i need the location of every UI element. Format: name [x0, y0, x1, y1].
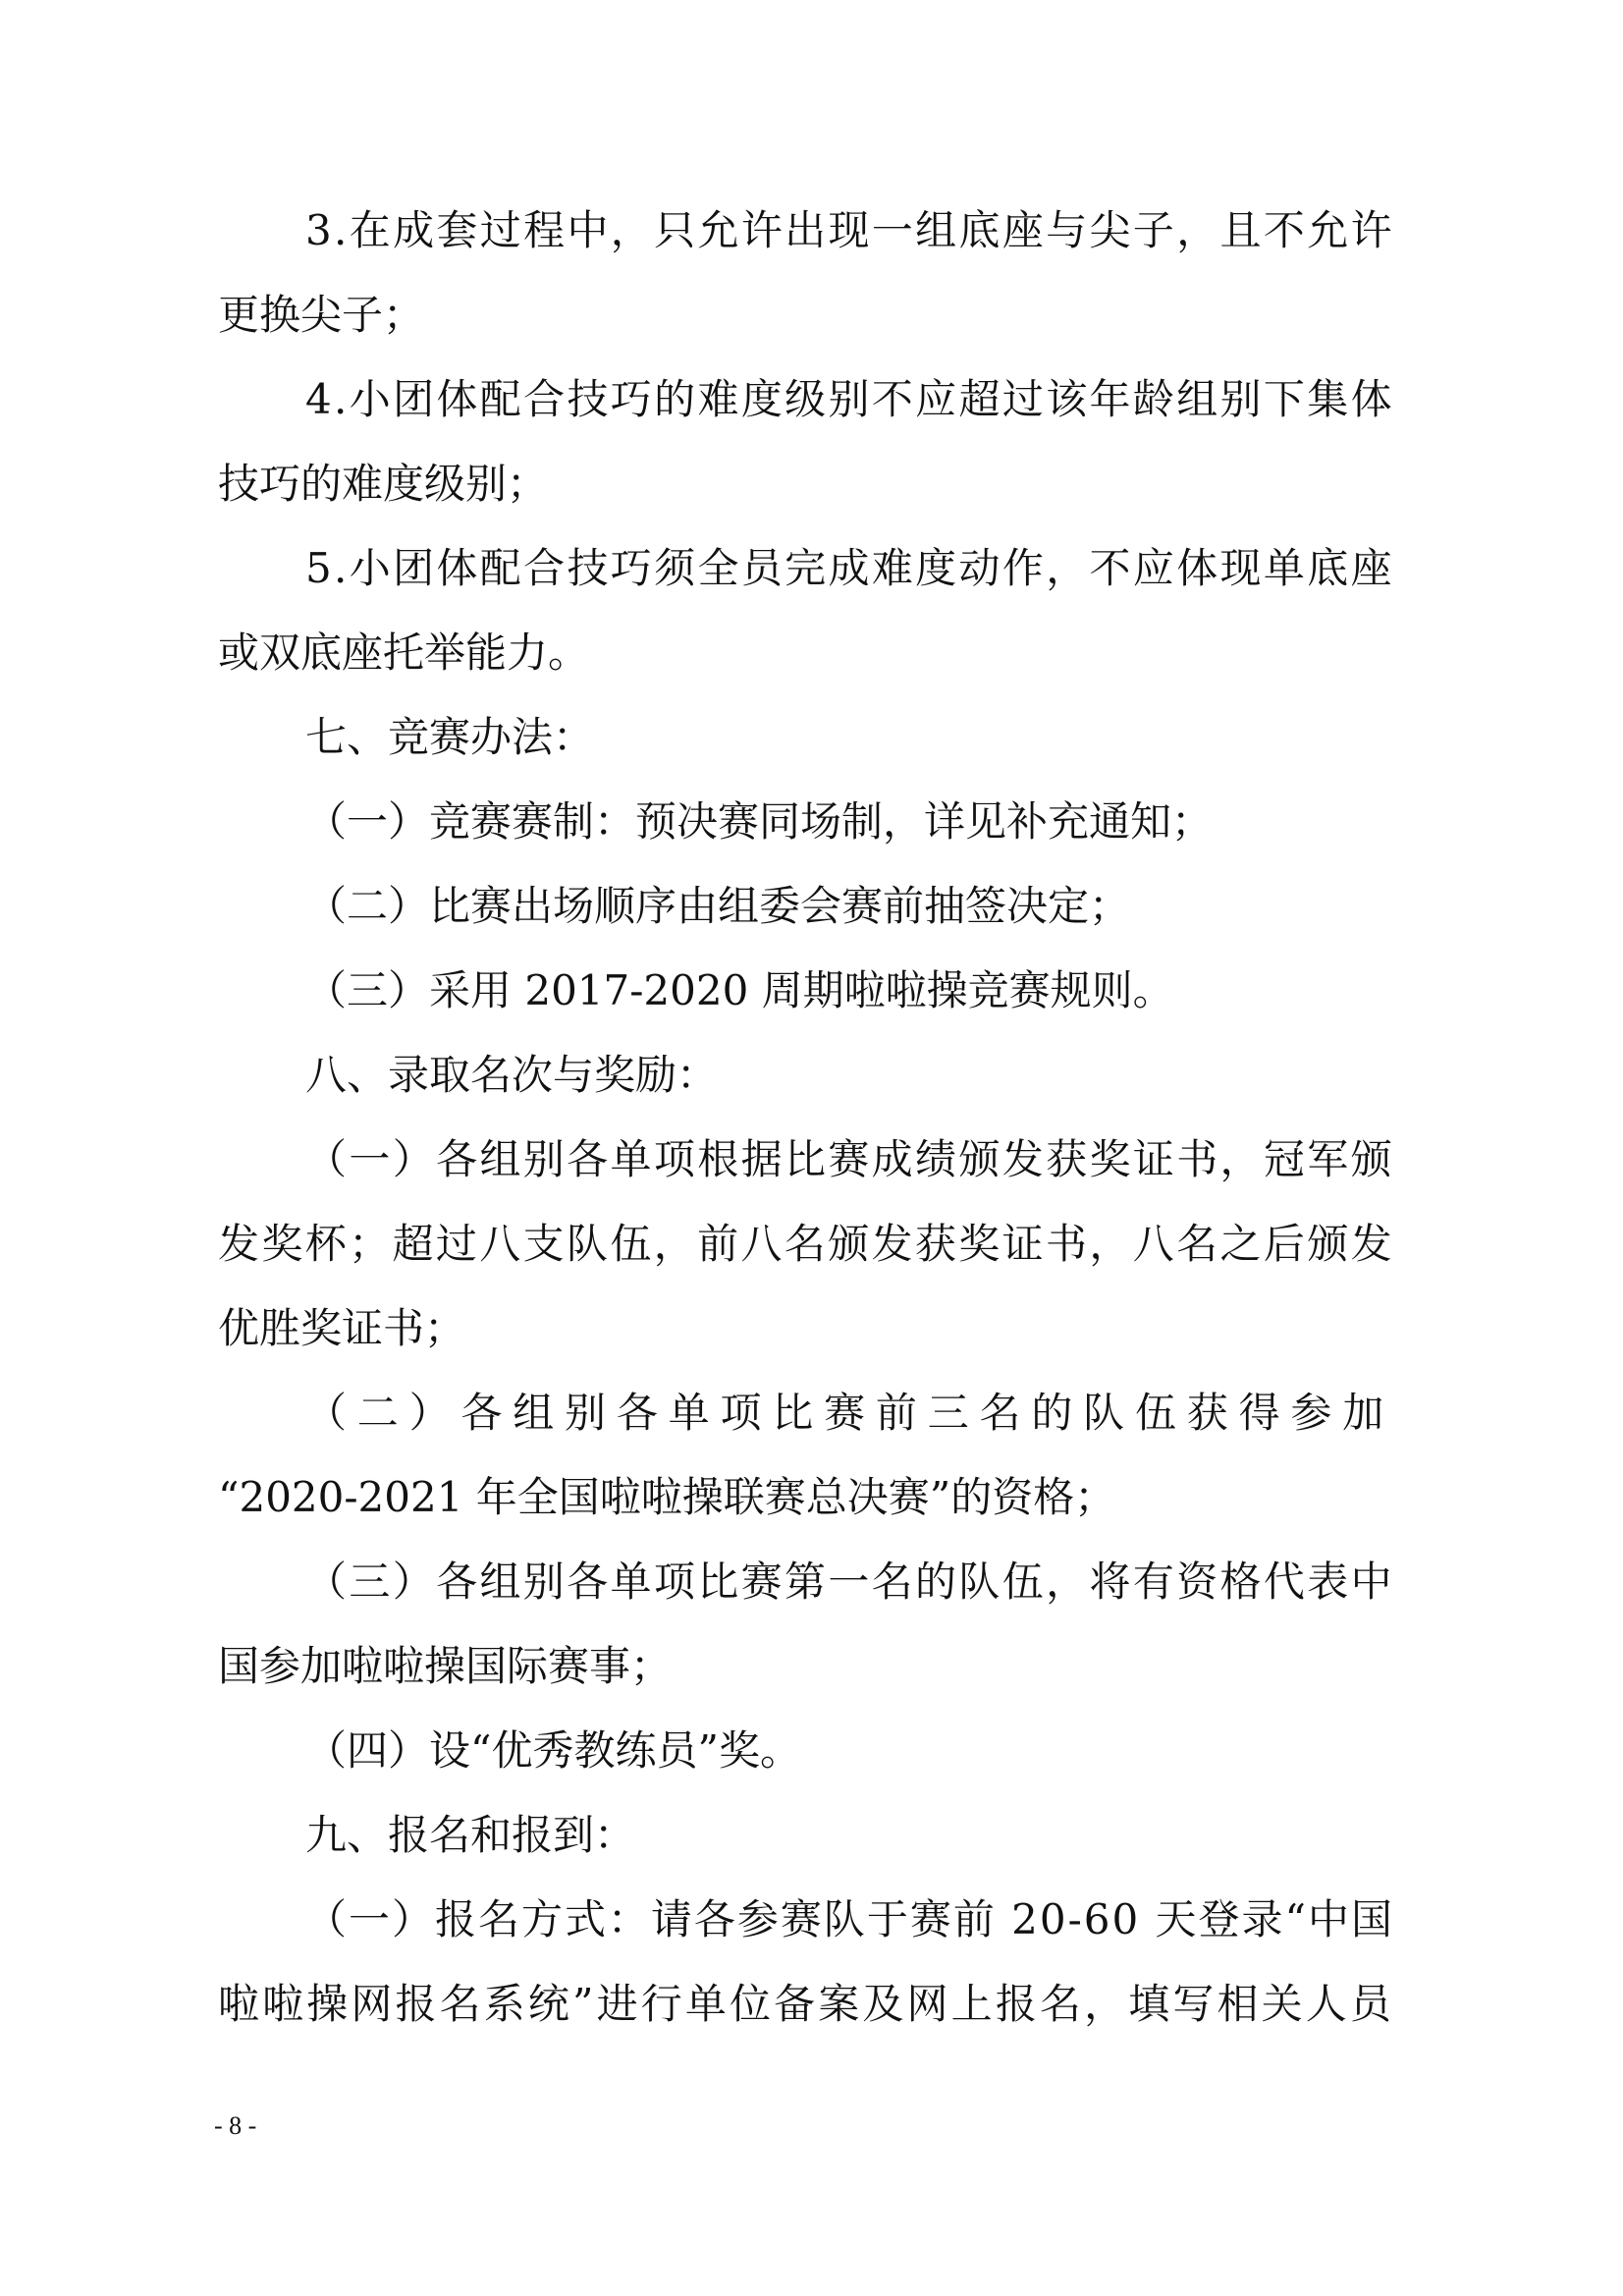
text-line: 更换尖子； [218, 291, 425, 339]
text-line: 4.小团体配合技巧的难度级别不应超过该年龄组别下集体 [305, 375, 1394, 423]
section-heading: 八、录取名次与奖励： [305, 1051, 719, 1099]
text-line: （三）采用 2017-2020 周期啦啦操竞赛规则。 [305, 966, 1174, 1014]
text-line: “2020-2021 年全国啦啦操联赛总决赛”的资格； [218, 1473, 1116, 1521]
page-number: - 8 - [214, 2111, 257, 2140]
text-line: 国参加啦啦操国际赛事； [218, 1642, 673, 1690]
text-line: 技巧的难度级别； [218, 460, 549, 508]
section-heading: 九、报名和报到： [305, 1811, 636, 1859]
text-line: （四）设“优秀教练员”奖。 [305, 1726, 801, 1775]
text-line: （二）比赛出场顺序由组委会赛前抽签决定； [305, 882, 1131, 930]
text-line: （一）各组别各单项根据比赛成绩颁发获奖证书，冠军颁 [305, 1135, 1395, 1183]
text-line: 优胜奖证书； [218, 1304, 466, 1352]
text-line: （一）报名方式：请各参赛队于赛前 20-60 天登录“中国 [305, 1895, 1394, 1943]
text-line: （一）竞赛赛制：预决赛同场制，详见补充通知； [305, 797, 1214, 846]
text-line: 3.在成套过程中，只允许出现一组底座与尖子，且不允许 [305, 206, 1394, 254]
text-line: 啦啦操网报名系统”进行单位备案及网上报名，填写相关人员 [218, 1980, 1394, 2028]
text-line: 发奖杯；超过八支队伍，前八名颁发获奖证书，八名之后颁发 [218, 1220, 1394, 1268]
text-line: （三）各组别各单项比赛第一名的队伍，将有资格代表中 [305, 1558, 1395, 1606]
text-line: 5.小团体配合技巧须全员完成难度动作，不应体现单底座 [305, 544, 1394, 592]
text-line: （二）各组别各单项比赛前三名的队伍获得参加 [305, 1389, 1395, 1437]
text-line: 或双底座托举能力。 [218, 629, 590, 677]
section-heading: 七、竞赛办法： [305, 713, 595, 761]
